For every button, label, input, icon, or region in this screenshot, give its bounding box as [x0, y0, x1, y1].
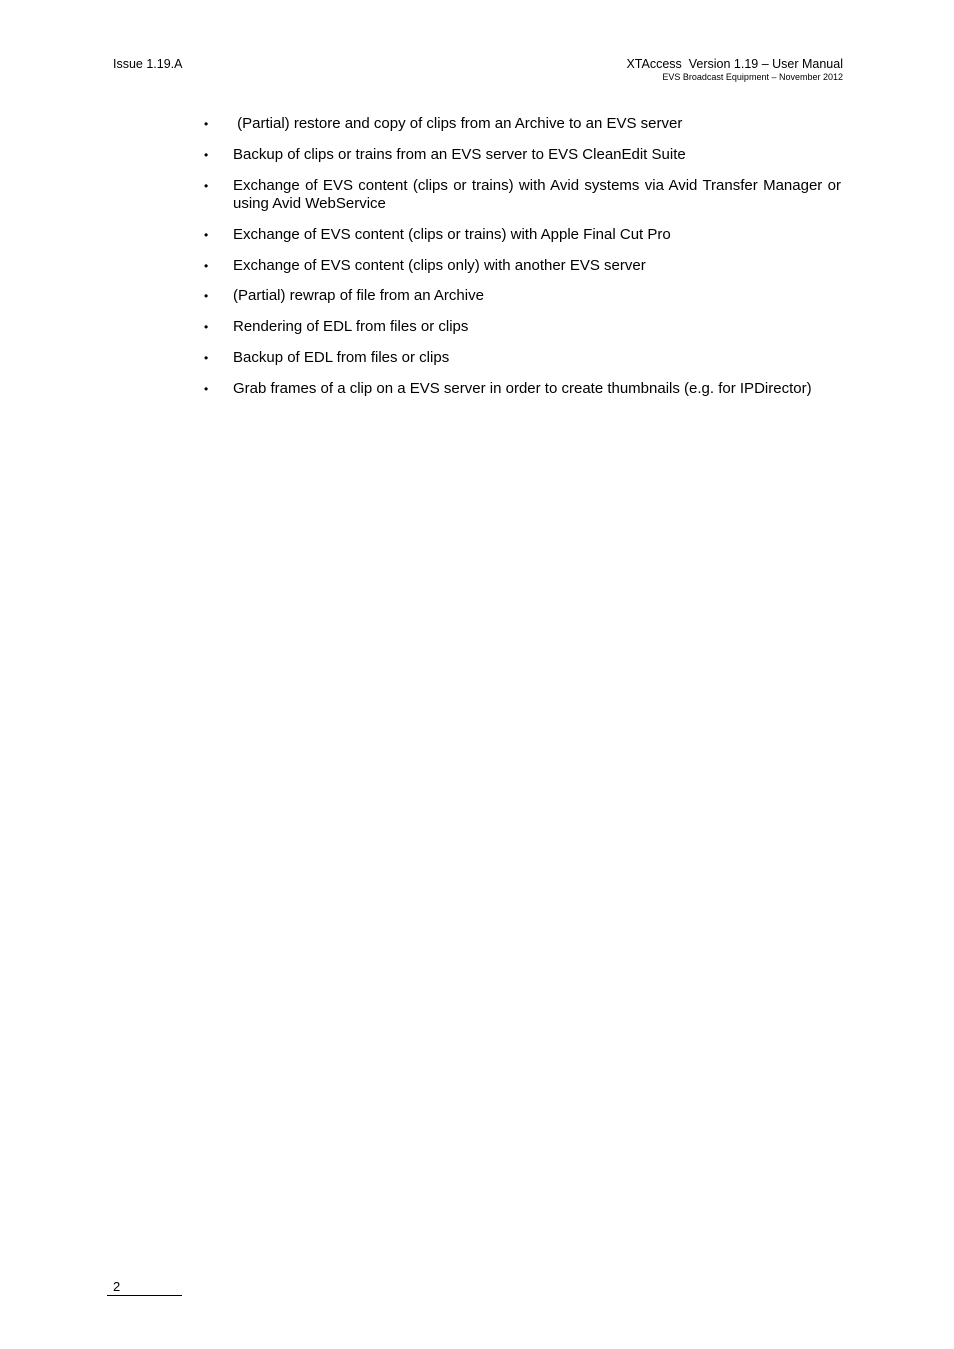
bullet-text: Rendering of EDL from files or clips	[233, 318, 469, 336]
bullet-icon: •	[204, 147, 209, 162]
bullet-text: Backup of clips or trains from an EVS server to EVS CleanEdit Suite	[233, 145, 686, 163]
bullet-icon: •	[204, 381, 209, 396]
bullet-icon: •	[204, 320, 209, 335]
bullet-text: Exchange of EVS content (clips or trains) with Apple Final Cut Pro	[233, 225, 671, 243]
feature-bullet-list	[204, 115, 841, 411]
bullet-text: Exchange of EVS content (clips or trains) with Avid systems via Avid Transfer Manager or using Avid WebService	[233, 176, 841, 213]
header-issue: Issue 1.19.A	[113, 57, 183, 71]
bullet-text: Backup of EDL from files or clips	[233, 349, 450, 367]
header-right	[626, 57, 843, 83]
bullet-icon: •	[204, 351, 209, 366]
bullet-text: Exchange of EVS content (clips only) with another EVS server	[233, 256, 646, 274]
bullet-icon: •	[204, 258, 209, 273]
bullet-item	[204, 318, 841, 337]
header-title: XTAccess Version 1.19 – User Manual	[626, 57, 843, 71]
bullet-icon: •	[204, 289, 209, 304]
bullet-text: (Partial) restore and copy of clips from an Archive to an EVS server	[233, 115, 683, 132]
bullet-text: Grab frames of a clip on a EVS server in order to create thumbnails (e.g. for IPDirector)	[233, 379, 812, 397]
bullet-item	[204, 380, 841, 399]
bullet-item	[204, 177, 841, 214]
bullet-text: (Partial) rewrap of file from an Archive	[233, 287, 484, 305]
bullet-item	[204, 146, 841, 165]
bullet-item	[204, 287, 841, 306]
bullet-icon: •	[204, 227, 209, 242]
header-subtitle: EVS Broadcast Equipment – November 2012	[662, 72, 843, 82]
bullet-item	[204, 349, 841, 368]
bullet-icon: •	[204, 178, 209, 193]
bullet-item	[204, 115, 841, 134]
bullet-icon: •	[204, 117, 209, 131]
bullet-item	[204, 226, 841, 245]
page-number: 2	[107, 1279, 182, 1296]
bullet-item	[204, 257, 841, 276]
